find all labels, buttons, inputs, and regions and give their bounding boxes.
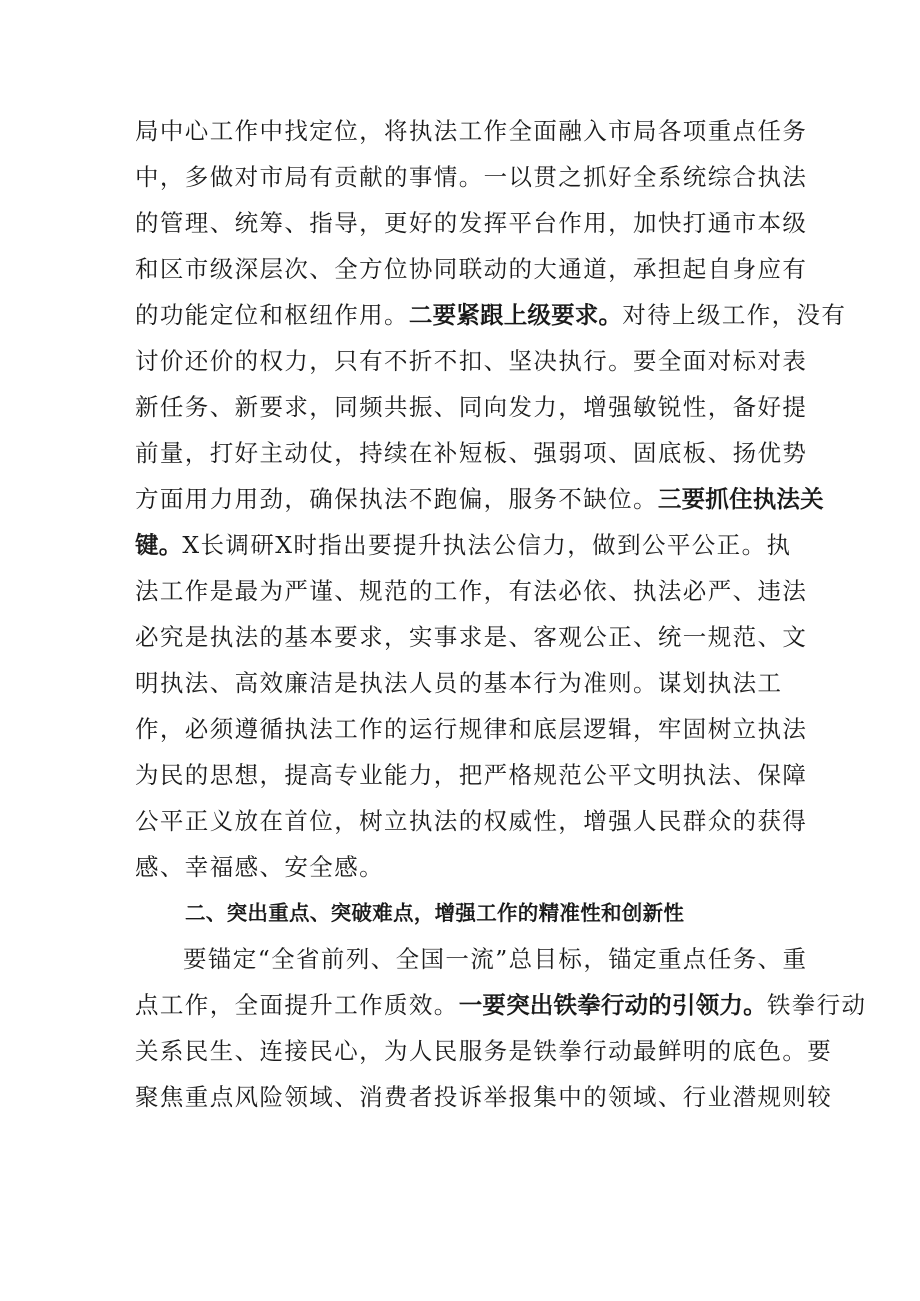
text-line: 作，必须遵循执法工作的运行规律和底层逻辑，牢固树立执法 [135,715,808,743]
text-line: 讨价还价的权力，只有不折不扣、坚决执行。要全面对标对表 [135,347,808,375]
text-line: 中，多做对市局有贡献的事情。一以贯之抓好全系统综合执法 [135,163,808,191]
text-line: 公平正义放在首位，树立执法的权威性，增强人民群众的获得 [135,807,808,835]
text-line: 聚焦重点风险领域、消费者投诉举报集中的领域、行业潜规则较 [135,1083,833,1111]
text-segment: 铁拳行动 [766,991,867,1019]
text-segment: 的功能定位和枢纽作用。 [135,301,409,329]
text-segment: 对待上级工作，没有 [622,301,847,329]
text-line [135,982,867,1028]
section-heading: 二、突出重点、突破难点，增强工作的精准性和创新性 [185,901,685,925]
document-body [135,108,867,1120]
text-line: 明执法、高效廉洁是执法人员的基本行为准则。谋划执法工 [135,669,783,697]
text-segment: 方面用力用劲，确保执法不跑偏，服务不缺位。 [135,485,658,513]
text-line: 感、幸福感、安全感。 [135,853,384,881]
text-line: 必究是执法的基本要求，实事求是、客观公正、统一规范、文 [135,623,808,651]
bold-point-three: 三要抓住执法关 [657,485,824,513]
bold-point-one: 一要突出铁拳行动的引领力。 [458,991,767,1019]
text-segment: X长调研X时指出要提升执法公信力，做到公平公正。执 [182,531,792,559]
text-line [135,522,790,568]
text-line: 为民的思想，提高专业能力，把严格规范公平文明执法、保障 [135,761,808,789]
text-line: 法工作是最为严谨、规范的工作，有法必依、执法必严、违法 [135,577,808,605]
text-line [135,292,847,338]
text-segment: 点工作，全面提升工作质效。 [135,991,459,1019]
text-line: 局中心工作中找定位，将执法工作全面融入市局各项重点任务 [135,117,808,145]
text-line [135,476,824,522]
text-line: 和区市级深层次、全方位协同联动的大通道，承担起自身应有 [135,255,808,283]
text-line: 新任务、新要求，同频共振、同向发力，增强敏锐性，备好提 [135,393,808,421]
text-line: 前量，打好主动仗，持续在补短板、强弱项、固底板、扬优势 [135,439,808,467]
text-line: 的管理、统筹、指导，更好的发挥平台作用，加快打通市本级 [135,209,808,237]
bold-point-two: 二要紧跟上级要求。 [408,301,623,329]
text-line: 要锚定“全省前列、全国一流”总目标，锚定重点任务、重 [183,945,808,973]
bold-point-three-end: 键。 [135,531,183,559]
text-line: 关系民生、连接民心，为人民服务是铁拳行动最鲜明的底色。要 [135,1037,833,1065]
